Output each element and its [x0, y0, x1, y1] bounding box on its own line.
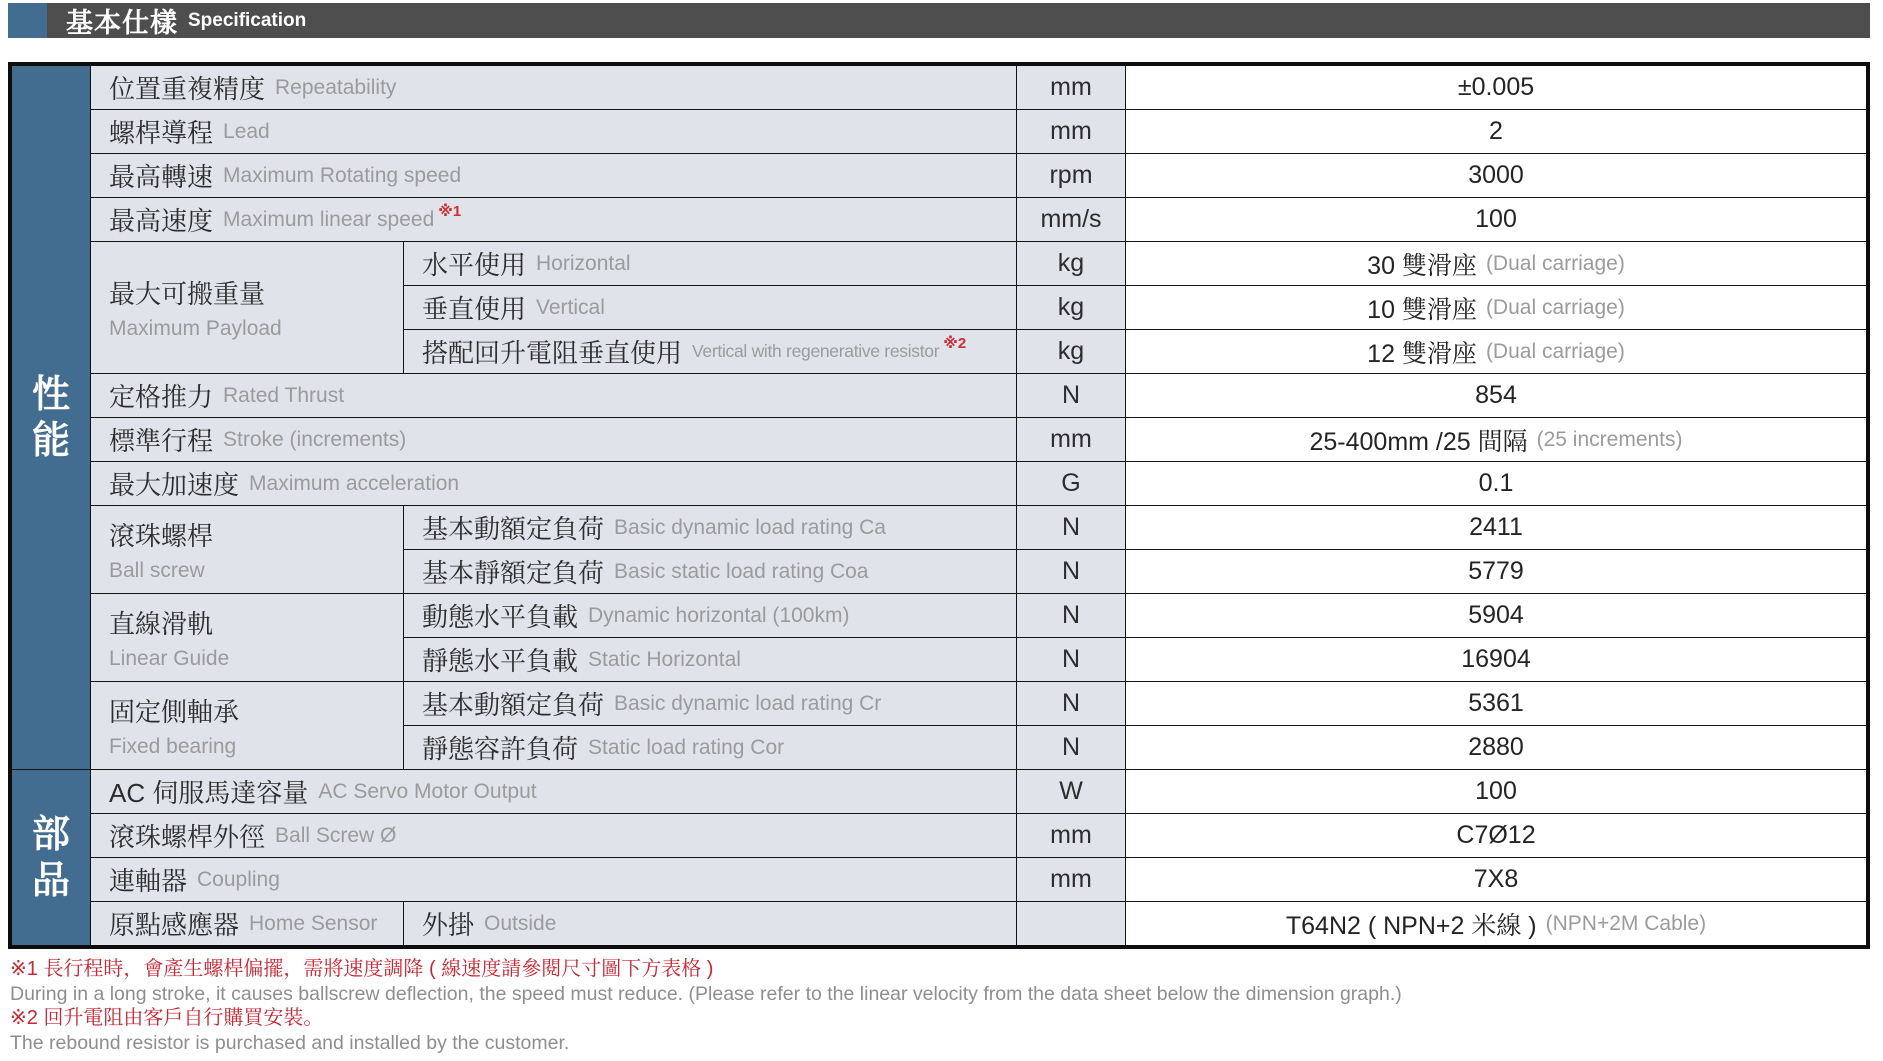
- value-cell: ±0.005: [1126, 66, 1866, 109]
- row-label-max-linear-speed: 最高速度 Maximum linear speed ※1: [91, 198, 1016, 241]
- group-label-ball-screw: 滾珠螺桿 Ball screw: [91, 506, 403, 593]
- footnote-1-zh: ※1 長行程時，會產生螺桿偏擺，需將速度調降 ( 線速度請參閱尺寸圖下方表格 ): [10, 958, 714, 980]
- value-cell: 100: [1126, 770, 1866, 813]
- unit-cell: N: [1017, 506, 1125, 549]
- unit-cell: N: [1017, 550, 1125, 593]
- unit-cell: kg: [1017, 330, 1125, 373]
- row-label-rated-thrust: 定格推力 Rated Thrust: [91, 374, 1016, 417]
- unit-cell: mm: [1017, 110, 1125, 153]
- value-cell: 5779: [1126, 550, 1866, 593]
- unit-cell: rpm: [1017, 154, 1125, 197]
- row-sublabel-vertical-regenerative: 搭配回升電阻垂直使用 Vertical with regenerative resistor ※2: [404, 330, 1016, 373]
- value-cell: C7Ø12: [1126, 814, 1866, 857]
- header-accent-square: [8, 3, 47, 38]
- value-cell: 0.1: [1126, 462, 1866, 505]
- sidebar-section-parts: [12, 770, 90, 945]
- row-label-stroke: 標準行程 Stroke (increments): [91, 418, 1016, 461]
- value-cell: T64N2 ( NPN+2 米線 ) (NPN+2M Cable): [1126, 902, 1866, 945]
- row-sublabel-dynamic-load-ca: 基本動額定負荷 Basic dynamic load rating Ca: [404, 506, 1016, 549]
- value-cell: 12 雙滑座 (Dual carriage): [1126, 330, 1866, 373]
- footnotes: [10, 957, 1870, 1055]
- row-label-home-sensor: 原點感應器 Home Sensor: [91, 902, 403, 945]
- sidebar-performance-char-2: 能: [31, 419, 70, 462]
- unit-cell: N: [1017, 638, 1125, 681]
- unit-cell: kg: [1017, 286, 1125, 329]
- footnote-2-en: The rebound resistor is purchased and installed by the customer.: [10, 1032, 570, 1054]
- row-label-max-rotating-speed: 最高轉速 Maximum Rotating speed: [91, 154, 1016, 197]
- value-cell: 854: [1126, 374, 1866, 417]
- row-sublabel-vertical: 垂直使用 Vertical: [404, 286, 1016, 329]
- section-header-bar: [8, 3, 1870, 38]
- group-label-fixed-bearing: 固定側軸承 Fixed bearing: [91, 682, 403, 769]
- value-cell: 30 雙滑座 (Dual carriage): [1126, 242, 1866, 285]
- footnote-2-zh: ※2 回升電阻由客戶自行購買安裝。: [10, 1007, 324, 1029]
- footnote-1-en: During in a long stroke, it causes ballscrew deflection, the speed must reduce. (Please refer to the linear velocity from the data sheet below the dimension graph.): [10, 983, 1402, 1005]
- value-cell: 25-400mm /25 間隔 (25 increments): [1126, 418, 1866, 461]
- value-cell: 3000: [1126, 154, 1866, 197]
- footnote-mark-1: ※1: [438, 202, 462, 220]
- footnote-mark-2: ※2: [943, 334, 967, 352]
- unit-cell: N: [1017, 374, 1125, 417]
- row-label-max-acceleration: 最大加速度 Maximum acceleration: [91, 462, 1016, 505]
- row-label-coupling: 連軸器 Coupling: [91, 858, 1016, 901]
- unit-cell: N: [1017, 682, 1125, 725]
- row-label-ball-screw-diameter: 滾珠螺桿外徑 Ball Screw Ø: [91, 814, 1016, 857]
- unit-cell: mm: [1017, 418, 1125, 461]
- specification-table: [8, 62, 1870, 949]
- unit-cell: mm/s: [1017, 198, 1125, 241]
- row-sublabel-outside: 外掛 Outside: [404, 902, 1016, 945]
- sidebar-parts-char-2: 品: [31, 859, 70, 902]
- value-cell: 2411: [1126, 506, 1866, 549]
- value-cell: 7X8: [1126, 858, 1866, 901]
- unit-cell: mm: [1017, 858, 1125, 901]
- row-sublabel-static-load-coa: 基本靜額定負荷 Basic static load rating Coa: [404, 550, 1016, 593]
- unit-cell: kg: [1017, 242, 1125, 285]
- unit-cell: G: [1017, 462, 1125, 505]
- sidebar-performance-char-1: 性: [31, 373, 70, 416]
- value-cell: 100: [1126, 198, 1866, 241]
- unit-cell-empty: [1017, 902, 1125, 945]
- row-sublabel-dynamic-horizontal: 動態水平負載 Dynamic horizontal (100km): [404, 594, 1016, 637]
- row-label-repeatability: 位置重複精度 Repeatability: [91, 66, 1016, 109]
- value-cell: 2: [1126, 110, 1866, 153]
- unit-cell: W: [1017, 770, 1125, 813]
- sidebar-parts-char-1: 部: [31, 813, 70, 856]
- value-cell: 2880: [1126, 726, 1866, 769]
- group-label-linear-guide: 直線滑軌 Linear Guide: [91, 594, 403, 681]
- value-cell: 5904: [1126, 594, 1866, 637]
- row-sublabel-static-load-cor: 靜態容許負荷 Static load rating Cor: [404, 726, 1016, 769]
- group-label-maximum-payload: 最大可搬重量 Maximum Payload: [91, 242, 403, 373]
- unit-cell: mm: [1017, 66, 1125, 109]
- unit-cell: N: [1017, 594, 1125, 637]
- row-sublabel-horizontal: 水平使用 Horizontal: [404, 242, 1016, 285]
- value-cell: 5361: [1126, 682, 1866, 725]
- page-title-en: Specification: [188, 9, 307, 31]
- row-label-servo-motor-output: AC 伺服馬達容量 AC Servo Motor Output: [91, 770, 1016, 813]
- row-sublabel-dynamic-load-cr: 基本動額定負荷 Basic dynamic load rating Cr: [404, 682, 1016, 725]
- sidebar-section-performance: [12, 66, 90, 769]
- unit-cell: N: [1017, 726, 1125, 769]
- page-title-zh: 基本仕樣: [66, 8, 178, 38]
- row-sublabel-static-horizontal: 靜態水平負載 Static Horizontal: [404, 638, 1016, 681]
- unit-cell: mm: [1017, 814, 1125, 857]
- value-cell: 16904: [1126, 638, 1866, 681]
- row-label-lead: 螺桿導程 Lead: [91, 110, 1016, 153]
- value-cell: 10 雙滑座 (Dual carriage): [1126, 286, 1866, 329]
